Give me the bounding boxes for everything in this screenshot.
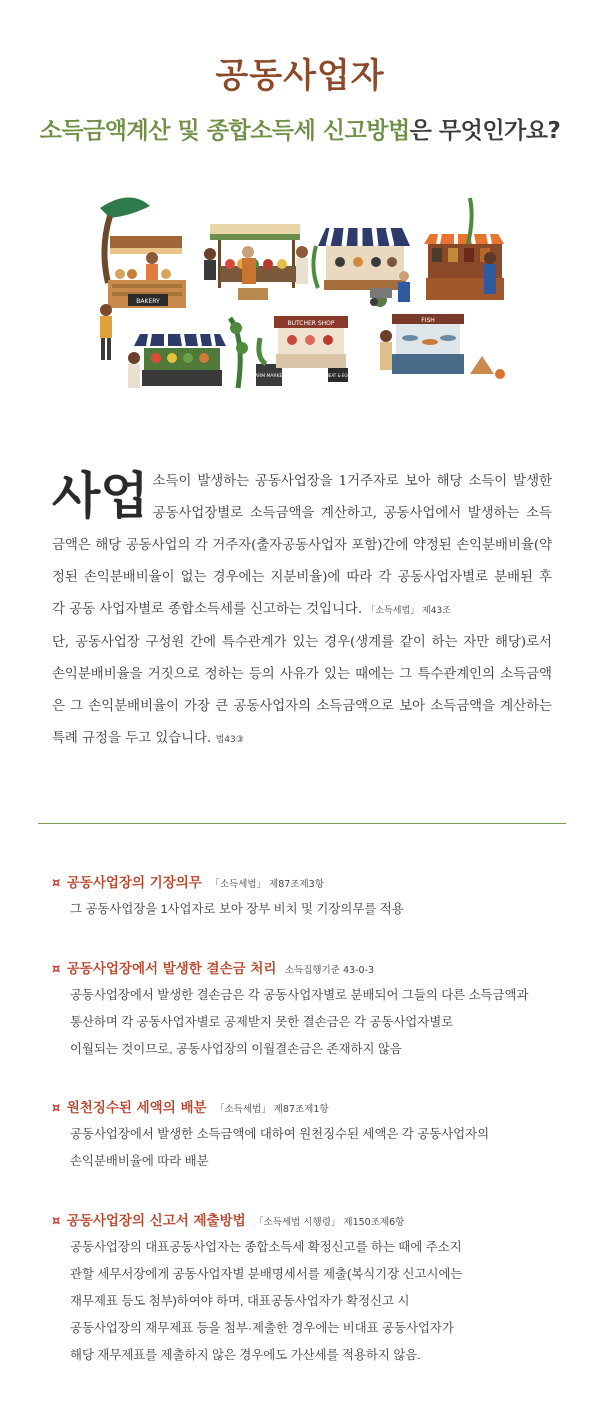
section-divider [38, 823, 566, 824]
intro-dropcap: 사업 [52, 467, 149, 525]
page-subtitle [0, 112, 600, 145]
bakery-stall-icon [100, 197, 186, 308]
market-stalls-illustration [70, 188, 530, 428]
section-filing-method [52, 1210, 572, 1369]
section-heading [52, 1097, 572, 1121]
intro-reference-2: 법43③ [215, 735, 244, 745]
body-line: 공동사업장의 재무제표 등을 첨부·제출한 경우에는 비대표 공동사업자가 [70, 1321, 454, 1335]
farm-stall-icon [128, 318, 248, 388]
section-title: 공동사업장에서 발생한 결손금 처리 [66, 961, 277, 977]
section-heading [52, 958, 572, 982]
customer-figure-icon [100, 304, 112, 360]
spice-stall-icon [313, 228, 410, 307]
body-line: 공동사업장에서 발생한 소득금액에 대하여 원천징수된 세액은 각 공동사업자의 [70, 1127, 490, 1141]
bullet-icon: ¤ [52, 876, 61, 891]
section-body [70, 1234, 572, 1369]
section-heading [52, 872, 572, 896]
title-area [0, 0, 600, 170]
body-line: 공동사업장의 대표공동사업자는 종합소득세 확정신고를 하는 때에 주소지 [70, 1240, 462, 1254]
section-title: 공동사업장의 기장의무 [66, 875, 202, 891]
vegetable-stall-icon [204, 224, 308, 300]
section-body [70, 896, 572, 923]
body-line: 공동사업장에서 발생한 결손금은 각 공동사업자별로 분배되어 그들의 다른 소득금액과 [70, 988, 529, 1002]
body-line: 손익분배비율에 따라 배분 [70, 1154, 209, 1168]
subtitle-highlight: 소득금액계산 및 종합소득세 신고방법 [39, 118, 410, 144]
section-reference: 「소득세법 시행령」 제150조제6항 [254, 1217, 405, 1228]
intro-reference-1: 「소득세법」 제43조 [366, 606, 451, 616]
bullet-icon: ¤ [52, 962, 61, 977]
sign-fish: FISH [421, 317, 435, 324]
intro-paragraph-2: 단, 공동사업장 구성원 간에 특수관계가 있는 경우(생계를 같이 하는 자만 해당)로서 손익분배비율을 거짓으로 정하는 등의 사유가 있는 때에는 그 특수관계인의 소득금액은 그 손익분배비율이 가장 큰 공동사업자의 소득금액으로 보아 소득금액을 계산하는 특례 규정을 두고 있습니다. [52, 635, 552, 746]
sign-butcher: BUTCHER SHOP [287, 320, 335, 327]
body-line: 관할 세무서장에게 공동사업자별 분배명세서를 제출(복식기장 신고시에는 [70, 1267, 463, 1281]
intro-paragraph-1: 소득이 발생하는 공동사업장을 1거주자로 보아 해당 소득이 발생한 공동사업장별로 소득금액을 계산하고, 공동사업에서 발생하는 소득금액은 해당 공동사업의 각 거주자(출자공동사업자 포함)간에 약정된 손익분배비율(약정된 손익분배비율이 없는 경우에는 지분비율)에 따라 각 공동사업자별로 분배된 후 각 공동 사업자별로 종합소득세를 신고하는 것입니다. [52, 474, 552, 617]
body-line: 재무제표 등도 첨부)하여야 하며, 대표공동사업자가 확정신고 시 [70, 1294, 410, 1308]
sign-bakery: BAKERY [136, 298, 160, 305]
section-reference: 「소득세법」 제87조제3항 [210, 879, 324, 890]
section-reference: 「소득세법」 제87조제1항 [215, 1104, 329, 1115]
fish-stall-icon [380, 314, 505, 379]
section-title: 원천징수된 세액의 배분 [66, 1100, 207, 1116]
section-heading [52, 1210, 572, 1234]
subtitle-rest: 은 무엇인가요? [409, 118, 561, 144]
sign-farm-market: FARM MARKET [252, 374, 286, 379]
sign-meat-egg: MEAT & EGG [325, 373, 351, 378]
section-loss-handling [52, 958, 572, 1063]
body-line: 이월되는 것이므로, 공동사업장의 이월결손금은 존재하지 않음 [70, 1042, 402, 1056]
grocery-stall-icon [424, 198, 504, 300]
body-line: 그 공동사업장을 1사업자로 보아 장부 비치 및 기장의무를 적용 [70, 902, 404, 916]
section-withholding [52, 1097, 572, 1175]
butcher-stall-icon [274, 316, 351, 382]
section-body [70, 982, 572, 1063]
section-title: 공동사업장의 신고서 제출방법 [66, 1213, 246, 1229]
section-reference: 소득집행기준 43-0-3 [284, 965, 375, 976]
intro-text [52, 466, 552, 756]
body-line: 해당 재무제표를 제출하지 않은 경우에도 가산세를 적용하지 않음. [70, 1348, 421, 1362]
body-line: 통산하며 각 공동사업자별로 공제받지 못한 결손금은 각 공동사업자별로 [70, 1015, 454, 1029]
section-body [70, 1121, 572, 1175]
page-title: 공동사업자 [215, 56, 385, 96]
bullet-icon: ¤ [52, 1214, 61, 1229]
section-bookkeeping [52, 872, 572, 923]
bullet-icon: ¤ [52, 1101, 61, 1116]
